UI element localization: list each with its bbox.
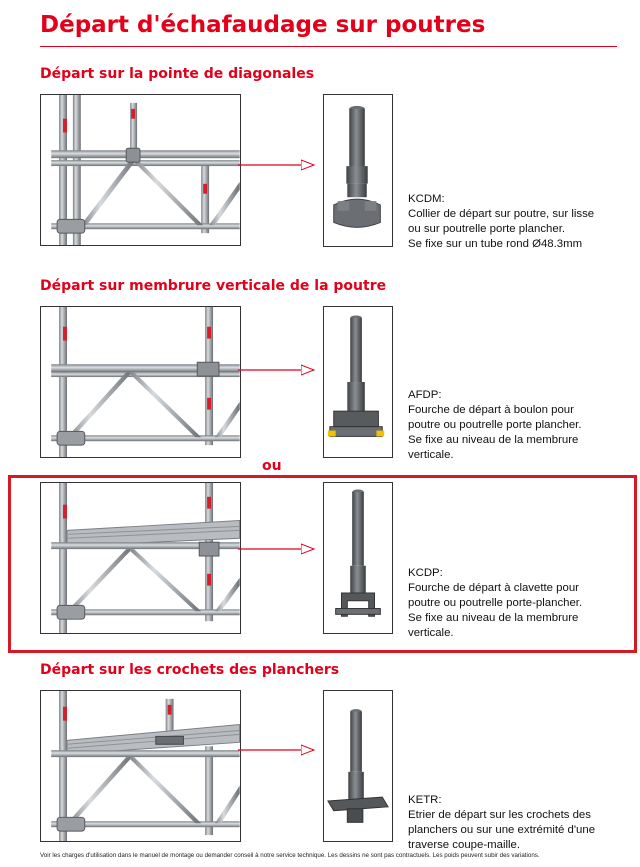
scaffold-beam-illustration	[41, 307, 240, 457]
kcdp-fork-illustration	[324, 483, 392, 633]
description-ketr	[408, 793, 595, 853]
ketr-stirrup-illustration	[324, 691, 392, 841]
product-code: KCDM:	[408, 193, 445, 205]
product-code: AFDP:	[408, 389, 442, 401]
afdp-fork-illustration	[324, 307, 392, 457]
part-photo-kcdp	[323, 482, 393, 634]
description-line: planchers ou sur une extrémité d'une	[408, 824, 596, 836]
footer-disclaimer: Voir les charges d'utilisation dans le manuel de montage ou demander conseil à notre service technique. Les dessins ne sont pas contractuels. Les poids peuvent subir des variations.	[40, 852, 540, 859]
section-heading-deck-hooks: Départ sur les crochets des planchers	[40, 662, 340, 678]
kcdm-coupler-illustration	[324, 95, 392, 246]
product-code: KCDP:	[408, 567, 443, 579]
description-line: ou sur poutrelle porte plancher.	[408, 223, 566, 235]
or-separator: ou	[262, 458, 282, 474]
description-line: traverse coupe-maille.	[408, 839, 521, 851]
part-photo-ketr	[323, 690, 393, 842]
scaffold-beam-illustration	[41, 95, 240, 245]
part-photo-afdp	[323, 306, 393, 458]
description-line: poutre ou poutrelle porte-plancher.	[408, 597, 583, 609]
scaffold-photo-afdp	[40, 306, 241, 458]
description-line: verticale.	[408, 627, 454, 639]
description-line: poutre ou poutrelle porte plancher.	[408, 419, 582, 431]
description-line: Collier de départ sur poutre, sur lisse	[408, 208, 595, 220]
description-kcdm	[408, 192, 594, 252]
product-code: KETR:	[408, 794, 442, 806]
scaffold-photo-kcdp	[40, 482, 241, 634]
title-rule	[40, 46, 617, 47]
description-line: Se fixe sur un tube rond Ø48.3mm	[408, 238, 583, 250]
description-afdp	[408, 388, 582, 463]
description-line: Etrier de départ sur les crochets des	[408, 809, 591, 821]
description-line: verticale.	[408, 449, 454, 461]
scaffold-beam-illustration	[41, 691, 240, 841]
pointer-arrow-ketr	[238, 743, 318, 757]
description-line: Se fixe au niveau de la membrure	[408, 434, 579, 446]
pointer-arrow-kcdp	[238, 542, 318, 556]
section-heading-vertical-chord: Départ sur membrure verticale de la poutre	[40, 278, 387, 294]
part-photo-kcdm	[323, 94, 393, 247]
section-heading-diagonals: Départ sur la pointe de diagonales	[40, 66, 315, 82]
description-kcdp	[408, 566, 582, 641]
page-title: Départ d'échafaudage sur poutres	[40, 12, 486, 38]
description-line: Fourche de départ à clavette pour	[408, 582, 579, 594]
pointer-arrow-afdp	[238, 363, 318, 377]
description-line: Fourche de départ à boulon pour	[408, 404, 574, 416]
scaffold-photo-kcdm	[40, 94, 241, 246]
scaffold-beam-illustration	[41, 483, 240, 633]
pointer-arrow-kcdm	[238, 158, 318, 172]
scaffold-photo-ketr	[40, 690, 241, 842]
description-line: Se fixe au niveau de la membrure	[408, 612, 579, 624]
